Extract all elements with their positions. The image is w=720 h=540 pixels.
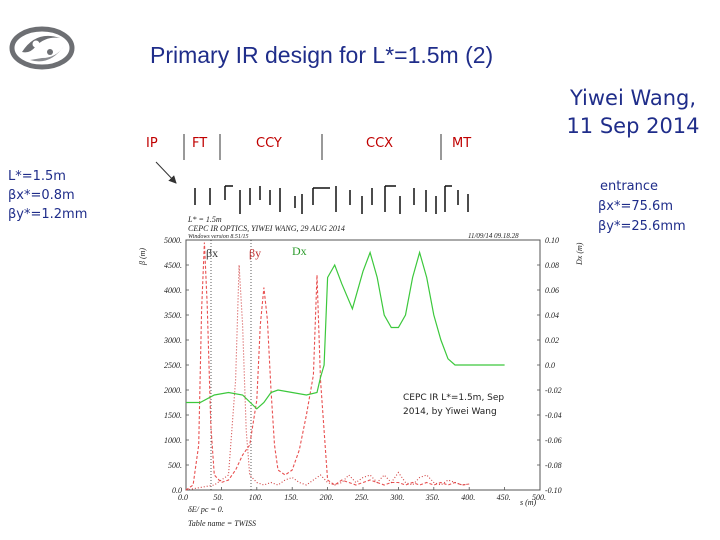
plot-footer-table: Table name = TWISS [188, 519, 256, 528]
y-left-tick-label: 2000. [164, 386, 182, 395]
x-tick-label: 0.0 [178, 493, 188, 502]
plot-footer-energy: δE/ pc = 0. [188, 505, 224, 514]
annotation-line-1: CEPC IR L*=1.5m, Sep [403, 393, 505, 403]
author-name: Yiwei Wang, [569, 86, 697, 110]
x-tick-label: 500. [532, 493, 546, 502]
legend-dx: Dx [292, 244, 307, 258]
entrance-label: entrance [600, 179, 659, 194]
plot-header-version: Windows version 8.51/15 [188, 234, 249, 240]
y-right-tick-label: -0.06 [545, 436, 562, 445]
y-right-tick-label: 0.0 [545, 361, 555, 370]
ip-pointer-arrow [156, 162, 176, 183]
annotation-line-2: 2014, by Yiwei Wang [403, 407, 497, 417]
y-left-tick-label: 0.0 [172, 486, 182, 495]
plot-header-title: CEPC IR OPTICS, YIWEI WANG, 29 AUG 2014 [188, 224, 345, 233]
y-left-tick-label: 1500. [164, 411, 182, 420]
y-axis-left-label: β (m) [138, 247, 147, 265]
y-left-tick-label: 500. [168, 461, 182, 470]
x-tick-label: 350. [425, 493, 440, 502]
y-right-tick-label: 0.04 [545, 311, 559, 320]
section-label-mt: MT [452, 136, 472, 151]
section-label-ccx: CCX [366, 136, 394, 151]
y-right-tick-label: -0.08 [545, 461, 562, 470]
lstar-value: L*=1.5m [8, 169, 66, 184]
slide-title: Primary IR design for L*=1.5m (2) [150, 42, 494, 68]
x-tick-label: 150. [284, 493, 299, 502]
plot-header-partial: L* = 1.5m [188, 215, 222, 224]
y-left-tick-label: 5000. [164, 236, 182, 245]
y-right-tick-label: -0.04 [545, 411, 562, 420]
betax-ip-value: βx*=0.8m [8, 188, 75, 203]
legend-betay: βy [249, 246, 262, 260]
y-left-tick-label: 4000. [164, 286, 182, 295]
betay-entrance-value: βy*=25.6mm [598, 219, 686, 234]
section-label-ip: IP [146, 136, 158, 151]
lattice-elements [195, 186, 468, 214]
betax-entrance-value: βx*=75.6m [598, 199, 673, 214]
y-right-tick-label: -0.10 [545, 486, 562, 495]
y-left-tick-label: 4500. [164, 261, 182, 270]
x-tick-label: 50. [213, 493, 224, 502]
section-label-ccy: CCY [256, 136, 282, 151]
section-label-ft: FT [192, 136, 208, 151]
y-left-tick-label: 2500. [164, 361, 182, 370]
x-axis-label: s (m) [520, 498, 537, 507]
y-right-tick-label: 0.06 [545, 286, 559, 295]
y-right-tick-label: 0.08 [545, 261, 559, 270]
x-tick-label: 300. [390, 493, 405, 502]
y-axis-right-label: Dx (m) [575, 242, 584, 265]
y-left-tick-label: 1000. [164, 436, 182, 445]
x-tick-label: 450. [496, 493, 511, 502]
legend-betax: βx [206, 246, 219, 260]
betay-ip-value: βy*=1.2mm [8, 207, 88, 222]
x-tick-label: 100. [248, 493, 263, 502]
y-right-tick-label: -0.02 [545, 386, 562, 395]
y-left-tick-label: 3500. [164, 311, 182, 320]
series-line-betay [186, 265, 469, 490]
y-right-tick-label: 0.02 [545, 336, 559, 345]
author-date: 11 Sep 2014 [566, 114, 700, 138]
plot-timestamp: 11/09/14 09.18.28 [468, 232, 519, 240]
y-left-tick-label: 3000. [164, 336, 182, 345]
x-tick-label: 250. [355, 493, 369, 502]
x-tick-label: 400. [461, 493, 476, 502]
x-tick-label: 200. [319, 493, 334, 502]
y-right-tick-label: 0.10 [545, 236, 559, 245]
